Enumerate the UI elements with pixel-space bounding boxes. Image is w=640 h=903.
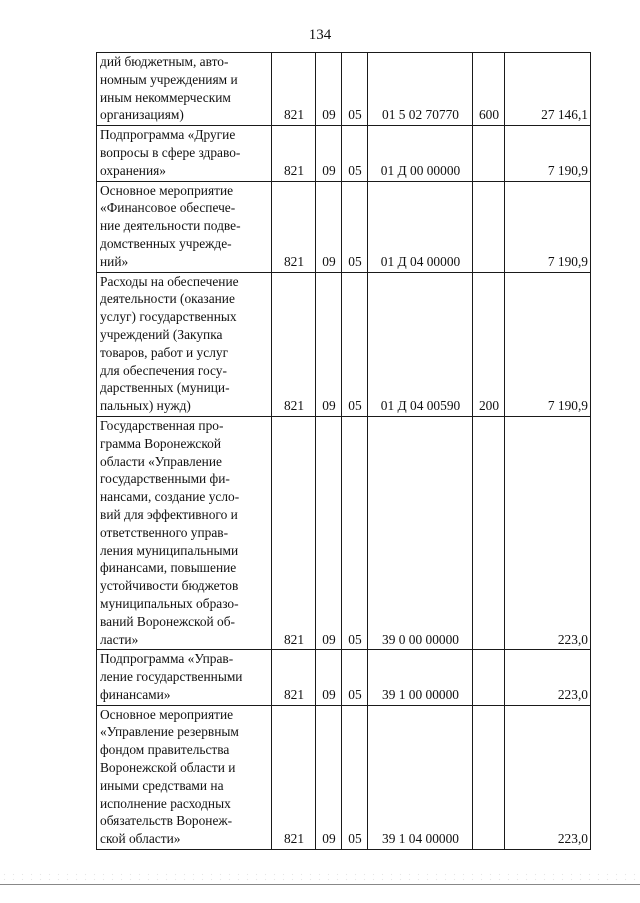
amount-cell: 7 190,9 (505, 126, 591, 181)
item-name-line: финансами, повышение (100, 560, 237, 576)
item-name-line: иными средствами на (100, 777, 224, 793)
ved-code-cell: 821 (272, 272, 316, 416)
item-name-line: ваний Воронежской об- (100, 613, 236, 629)
footer-divider (0, 884, 640, 885)
amount-cell: 223,0 (505, 705, 591, 849)
item-name-line: ласти» (100, 631, 139, 647)
item-name-line: ление государственными (100, 669, 243, 685)
item-name-line: организациям) (100, 107, 184, 123)
expense-type-cell (473, 650, 505, 705)
item-name-line: фондом правительства (100, 742, 230, 758)
ved-code-cell: 821 (272, 126, 316, 181)
subsection-code-cell: 05 (342, 705, 368, 849)
item-name-line: Подпрограмма «Другие (100, 127, 236, 143)
ved-code-cell: 821 (272, 650, 316, 705)
item-name-line: вий для эффективного и (100, 506, 238, 522)
expense-type-cell (473, 181, 505, 272)
table-row (97, 272, 591, 416)
expense-type-cell (473, 416, 505, 649)
section-code-cell: 09 (316, 650, 342, 705)
subsection-code-cell: 05 (342, 650, 368, 705)
section-code-cell: 09 (316, 126, 342, 181)
scan-noise (0, 872, 640, 882)
item-name-cell (97, 272, 272, 416)
subsection-code-cell: 05 (342, 416, 368, 649)
ved-code-cell: 821 (272, 705, 316, 849)
expense-type-cell: 200 (473, 272, 505, 416)
item-name-line: государственными фи- (100, 471, 230, 487)
item-name-line: муниципальных образо- (100, 595, 239, 611)
expense-type-cell (473, 705, 505, 849)
item-name-cell (97, 53, 272, 126)
table-row (97, 53, 591, 126)
item-name-line: ний» (100, 253, 129, 269)
item-name-line: для обеспечения госу- (100, 362, 227, 378)
item-name-line: «Управление резервным (100, 724, 239, 740)
item-name-line: устойчивости бюджетов (100, 578, 239, 594)
target-article-cell: 39 1 00 00000 (368, 650, 473, 705)
item-name-line: охранения» (100, 162, 166, 178)
item-name-line: ответственного управ- (100, 524, 229, 540)
item-name-line: домственных учрежде- (100, 235, 232, 251)
target-article-cell: 39 1 04 00000 (368, 705, 473, 849)
subsection-code-cell: 05 (342, 53, 368, 126)
amount-cell: 7 190,9 (505, 181, 591, 272)
section-code-cell: 09 (316, 53, 342, 126)
item-name-line: Расходы на обеспечение (100, 273, 239, 289)
amount-cell: 223,0 (505, 416, 591, 649)
target-article-cell: 01 Д 04 00000 (368, 181, 473, 272)
item-name-line: вопросы в сфере здраво- (100, 144, 241, 160)
item-name-line: ние деятельности подве- (100, 218, 241, 234)
expense-type-cell (473, 126, 505, 181)
section-code-cell: 09 (316, 272, 342, 416)
item-name-line: Подпрограмма «Управ- (100, 651, 234, 667)
subsection-code-cell: 05 (342, 126, 368, 181)
table-row (97, 126, 591, 181)
item-name-cell (97, 650, 272, 705)
table-body (97, 53, 591, 850)
item-name-line: Основное мероприятие (100, 182, 234, 198)
item-name-cell (97, 126, 272, 181)
section-code-cell: 09 (316, 705, 342, 849)
item-name-line: иным некоммерческим (100, 89, 231, 105)
item-name-line: Государственная про- (100, 417, 224, 433)
item-name-line: дарственных (муници- (100, 380, 230, 396)
item-name-line: «Финансовое обеспече- (100, 200, 236, 216)
ved-code-cell: 821 (272, 53, 316, 126)
item-name-line: нансами, создание усло- (100, 489, 240, 505)
target-article-cell: 01 Д 04 00590 (368, 272, 473, 416)
table-row (97, 181, 591, 272)
amount-cell: 7 190,9 (505, 272, 591, 416)
section-code-cell: 09 (316, 416, 342, 649)
target-article-cell: 39 0 00 00000 (368, 416, 473, 649)
table-row (97, 416, 591, 649)
expense-type-cell: 600 (473, 53, 505, 126)
item-name-line: грамма Воронежской (100, 435, 222, 451)
ved-code-cell: 821 (272, 181, 316, 272)
item-name-line: услуг) государственных (100, 309, 237, 325)
target-article-cell: 01 5 02 70770 (368, 53, 473, 126)
item-name-line: Основное мероприятие (100, 706, 234, 722)
subsection-code-cell: 05 (342, 272, 368, 416)
page-number: 134 (308, 27, 332, 43)
ved-code-cell: 821 (272, 416, 316, 649)
item-name-line: исполнение расходных (100, 795, 231, 811)
item-name-line: ской области» (100, 831, 181, 847)
item-name-line: деятельности (оказание (100, 291, 235, 307)
item-name-line: учреждений (Закупка (100, 326, 223, 342)
item-name-line: товаров, работ и услуг (100, 344, 229, 360)
item-name-line: области «Управление (100, 453, 222, 469)
section-code-cell: 09 (316, 181, 342, 272)
item-name-line: Воронежской области и (100, 760, 236, 776)
item-name-cell (97, 416, 272, 649)
item-name-line: дий бюджетным, авто- (100, 54, 229, 69)
item-name-line: номным учреждениям и (100, 71, 238, 87)
table-row (97, 705, 591, 849)
item-name-line: ления муниципальными (100, 542, 239, 558)
item-name-cell (97, 705, 272, 849)
amount-cell: 223,0 (505, 650, 591, 705)
budget-table (96, 52, 591, 850)
table-row (97, 650, 591, 705)
amount-cell: 27 146,1 (505, 53, 591, 126)
item-name-line: обязательств Воронеж- (100, 813, 233, 829)
item-name-line: пальных) нужд) (100, 398, 191, 414)
item-name-line: финансами» (100, 686, 171, 702)
target-article-cell: 01 Д 00 00000 (368, 126, 473, 181)
item-name-cell (97, 181, 272, 272)
subsection-code-cell: 05 (342, 181, 368, 272)
